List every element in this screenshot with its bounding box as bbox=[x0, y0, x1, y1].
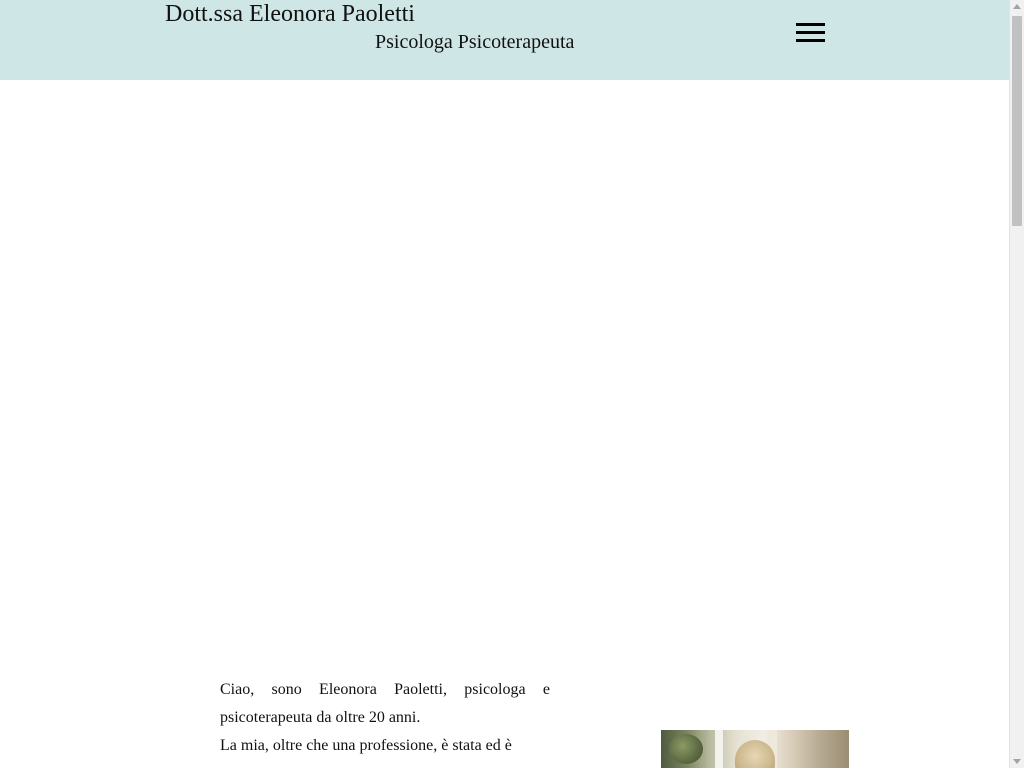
site-subtitle: Psicologa Psicoterapeuta bbox=[375, 31, 575, 53]
menu-line bbox=[796, 39, 825, 42]
site-header bbox=[0, 0, 1009, 80]
scroll-down-arrow-icon[interactable] bbox=[1013, 759, 1021, 764]
menu-line bbox=[796, 31, 825, 34]
intro-paragraph: Ciao, sono Eleonora Paoletti, psicologa e psicoterapeuta da oltre 20 anni. bbox=[220, 681, 550, 726]
vertical-scrollbar[interactable] bbox=[1009, 0, 1024, 768]
intro-text bbox=[220, 676, 550, 760]
site-title[interactable]: Dott.ssa Eleonora Paoletti bbox=[165, 1, 415, 27]
plant-foliage bbox=[669, 734, 703, 764]
portrait-photo bbox=[661, 730, 849, 768]
hero-area bbox=[0, 80, 1009, 660]
menu-line bbox=[796, 23, 825, 26]
hamburger-menu-icon[interactable] bbox=[792, 20, 828, 48]
person-head bbox=[735, 740, 775, 768]
window-frame bbox=[715, 730, 723, 768]
scroll-up-arrow-icon[interactable] bbox=[1013, 4, 1021, 9]
intro-paragraph: La mia, oltre che una professione, è stata ed è bbox=[220, 737, 512, 754]
scroll-thumb[interactable] bbox=[1012, 16, 1022, 226]
